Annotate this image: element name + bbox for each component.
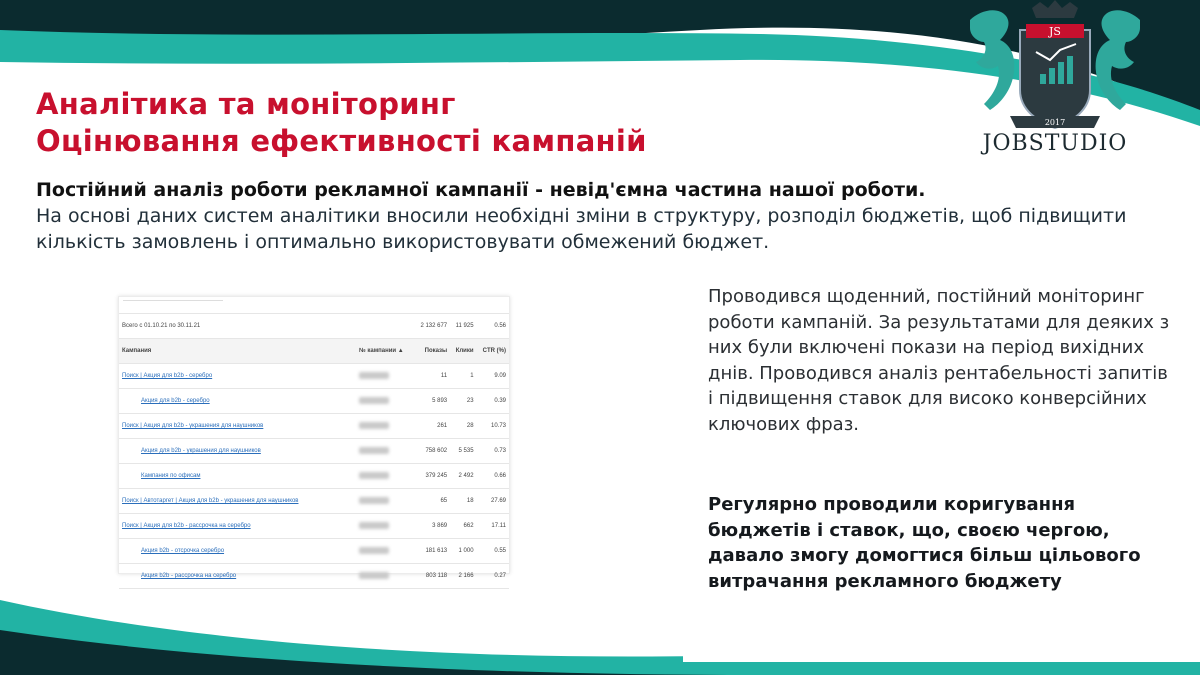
campaign-id-blurred [356,439,414,464]
col-clicks: Клики [450,339,476,364]
table-row [119,539,509,564]
table-row [119,439,509,464]
campaign-report-screenshot [118,296,510,579]
clicks-cell: 1 [450,364,476,389]
ctr-cell: 9.09 [477,364,509,389]
intro-body: На основі даних систем аналітики вносили необхідні зміни в структуру, розподіл бюджетів, щоб підвищити кількість замовлень і оптимально використовувати обмежений бюджет. [36,205,1127,253]
campaign-link: Поиск | Акция для b2b - рассрочка на серебро [119,514,356,539]
campaign-id-blurred [356,464,414,489]
ctr-cell: 27.69 [477,489,509,514]
impressions-cell: 261 [414,414,450,439]
total-ctr: 0.56 [477,314,509,339]
impressions-cell: 379 245 [414,464,450,489]
intro-text [36,177,1166,255]
clicks-cell: 662 [450,514,476,539]
ctr-cell: 17.11 [477,514,509,539]
campaign-link: Акция b2b - рассрочка на серебро [119,564,356,589]
impressions-cell: 803 118 [414,564,450,589]
ctr-cell: 0.27 [477,564,509,589]
table-row [119,464,509,489]
col-campaign: Кампания [119,339,356,364]
table-row [119,489,509,514]
impressions-cell: 3 869 [414,514,450,539]
col-ctr: CTR (%) [477,339,509,364]
ctr-cell: 0.55 [477,539,509,564]
impressions-cell: 65 [414,489,450,514]
report-rows [119,364,509,589]
campaign-link: Акция для b2b - серебро [119,389,356,414]
clicks-cell: 23 [450,389,476,414]
table-row [119,389,509,414]
clicks-cell: 2 492 [450,464,476,489]
campaign-id-blurred [356,489,414,514]
campaign-id-blurred [356,564,414,589]
campaign-id-blurred [356,389,414,414]
table-row [119,514,509,539]
campaign-link: Поиск | Акция для b2b - украшения для наушников [119,414,356,439]
ctr-cell: 10.73 [477,414,509,439]
total-clicks: 11 925 [450,314,476,339]
table-row [119,564,509,589]
clicks-cell: 2 166 [450,564,476,589]
title-line-2: Оцінювання ефективності кампаній [36,124,647,158]
total-label: Всего с 01.10.21 по 30.11.21 [119,314,356,339]
svg-text:2017: 2017 [1044,118,1066,127]
campaign-id-blurred [356,514,414,539]
campaign-id-blurred [356,539,414,564]
col-impressions: Показы [414,339,450,364]
campaign-id-blurred [356,364,414,389]
impressions-cell: 11 [414,364,450,389]
monitoring-paragraph: Проводився щоденний, постійний моніторинг роботи кампаній. За результатами для деяких з них були включені покази на період вихідних днів. Проводився аналіз рентабельності запитів і підвищення ставок для високо конверсійних ключових фраз. [708,286,1170,435]
logo-wordmark: JOBSTUDIO [982,131,1128,156]
campaign-link: Поиск | Акция для b2b - серебро [119,364,356,389]
impressions-cell: 5 893 [414,389,450,414]
campaign-link: Поиск | Автотаргет | Акция для b2b - украшения для наушников [119,489,356,514]
page-title [36,86,647,160]
ctr-cell: 0.73 [477,439,509,464]
table-row [119,414,509,439]
svg-text:JS: JS [1049,25,1061,38]
table-row [119,364,509,389]
ctr-cell: 0.66 [477,464,509,489]
campaign-report-table [119,314,509,589]
campaign-link: Акция для b2b - украшения для наушников [119,439,356,464]
impressions-cell: 758 602 [414,439,450,464]
col-campaign-id: № кампании ▲ [356,339,414,364]
header-row [119,339,509,364]
clicks-cell: 18 [450,489,476,514]
clicks-cell: 28 [450,414,476,439]
campaign-link: Акция b2b - отсрочка серебро [119,539,356,564]
report-top-strip [119,297,509,314]
ctr-cell: 0.39 [477,389,509,414]
impressions-cell: 181 613 [414,539,450,564]
clicks-cell: 1 000 [450,539,476,564]
total-impressions: 2 132 677 [414,314,450,339]
budget-paragraph: Регулярно проводили коригування бюджетів і ставок, що, своєю чергою, давало змогу домогтися більш цільового витрачання рекламного бюджету [708,494,1141,592]
campaign-link: Кампания по офисам [119,464,356,489]
intro-lead: Постійний аналіз роботи рекламної кампанії - невід'ємна частина нашої роботи. [36,179,926,201]
total-row [119,314,509,339]
clicks-cell: 5 535 [450,439,476,464]
campaign-id-blurred [356,414,414,439]
title-line-1: Аналітика та моніторинг [36,87,456,121]
